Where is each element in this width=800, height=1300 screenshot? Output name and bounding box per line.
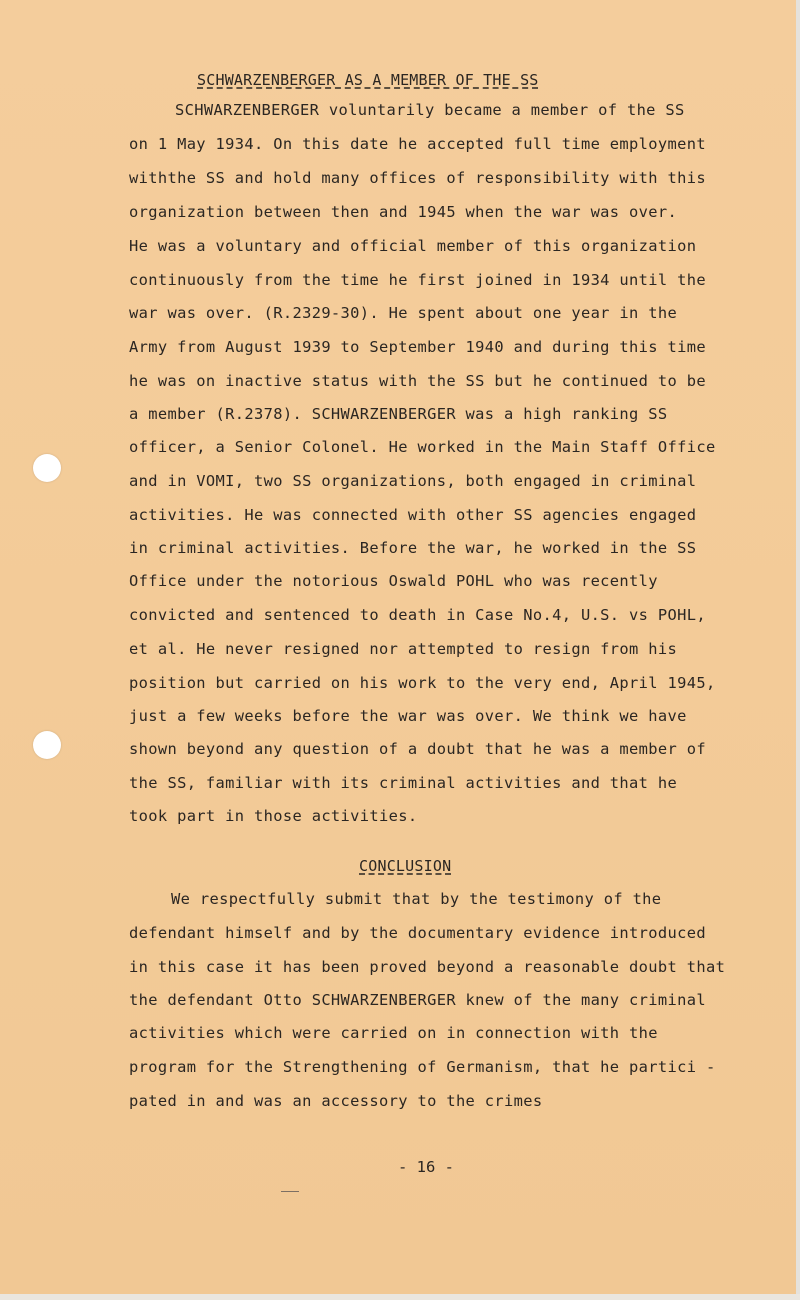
conclusion-line-5: activities which were carried on in connection with the: [129, 1024, 658, 1042]
section-line-13: activities. He was connected with other SS agencies engaged: [129, 506, 697, 524]
section-line-6: continuously from the time he first joined in 1934 until the: [129, 271, 706, 289]
section-line-1: SCHWARZENBERGER voluntarily became a member of the SS: [175, 101, 685, 119]
section-line-17: et al. He never resigned nor attempted to resign from his: [129, 640, 678, 658]
page-number: - 16 -: [398, 1158, 454, 1176]
conclusion-heading: CONCLUSION: [359, 857, 452, 875]
section-line-10: a member (R.2378). SCHWARZENBERGER was a high ranking SS: [129, 405, 668, 423]
page-edge-bottom: [0, 1294, 800, 1300]
conclusion-line-2: defendant himself and by the documentary evidence introduced: [129, 924, 706, 942]
section-line-9: he was on inactive status with the SS but he continued to be: [129, 372, 706, 390]
section-line-2: on 1 May 1934. On this date he accepted full time employment: [129, 135, 706, 153]
section-heading: SCHWARZENBERGER AS A MEMBER OF THE SS: [197, 71, 539, 89]
conclusion-line-4: the defendant Otto SCHWARZENBERGER knew of the many criminal: [129, 991, 706, 1009]
stray-pencil-mark: [281, 1191, 299, 1192]
section-line-21: the SS, familiar with its criminal activities and that he: [129, 774, 678, 792]
section-line-4: organization between then and 1945 when the war was over.: [129, 203, 678, 221]
conclusion-line-1: We respectfully submit that by the testimony of the: [171, 890, 662, 908]
section-line-15: Office under the notorious Oswald POHL who was recently: [129, 572, 658, 590]
section-line-7: war was over. (R.2329-30). He spent about one year in the: [129, 304, 678, 322]
page-edge-right: [796, 0, 800, 1300]
section-line-19: just a few weeks before the war was over. We think we have: [129, 707, 687, 725]
conclusion-line-3: in this case it has been proved beyond a reasonable doubt that: [129, 958, 726, 976]
section-line-22: took part in those activities.: [129, 807, 418, 825]
section-line-14: in criminal activities. Before the war, he worked in the SS: [129, 539, 697, 557]
punch-hole-upper: [33, 454, 61, 482]
section-line-5: He was a voluntary and official member of this organization: [129, 237, 697, 255]
section-line-3: withthe SS and hold many offices of responsibility with this: [129, 169, 706, 187]
punch-hole-lower: [33, 731, 61, 759]
section-line-11: officer, a Senior Colonel. He worked in the Main Staff Office: [129, 438, 716, 456]
conclusion-line-6: program for the Strengthening of Germanism, that he partici -: [129, 1058, 716, 1076]
section-line-20: shown beyond any question of a doubt that he was a member of: [129, 740, 706, 758]
section-line-8: Army from August 1939 to September 1940 and during this time: [129, 338, 706, 356]
section-line-18: position but carried on his work to the very end, April 1945,: [129, 674, 716, 692]
section-line-12: and in VOMI, two SS organizations, both engaged in criminal: [129, 472, 697, 490]
conclusion-line-7: pated in and was an accessory to the crimes: [129, 1092, 543, 1110]
section-line-16: convicted and sentenced to death in Case No.4, U.S. vs POHL,: [129, 606, 706, 624]
